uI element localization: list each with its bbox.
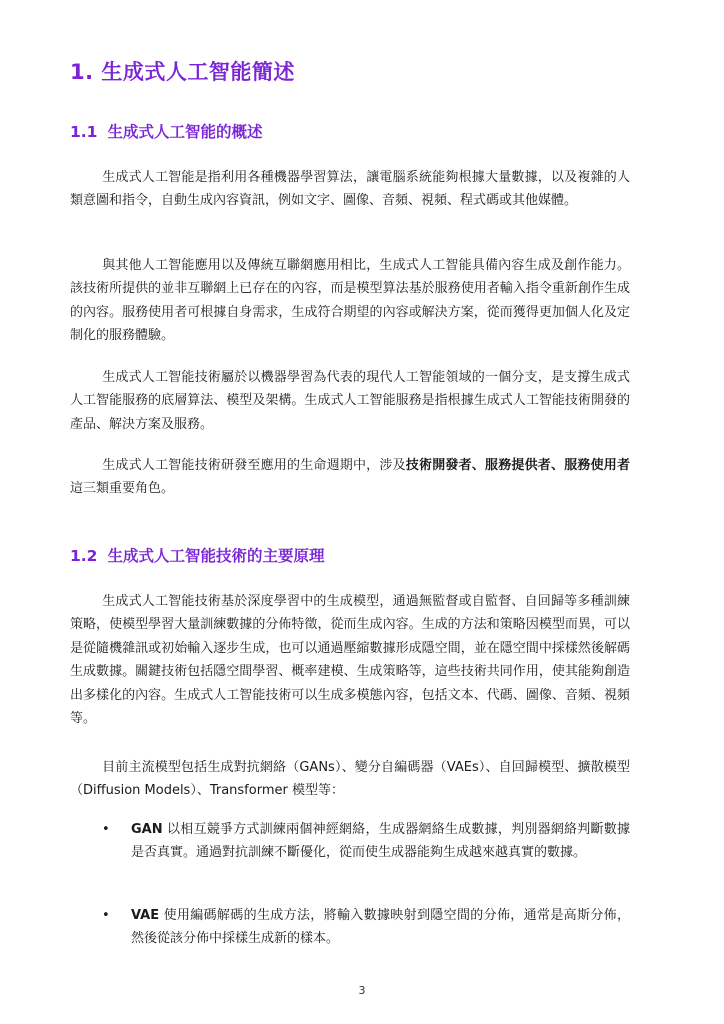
paragraph: 生成式人工智能技術基於深度學習中的生成模型，通過無監督或自監督、自回歸等多種訓練策略，使模型學習大量訓練數據的分佈特徵，從而生成內容。生成的方法和策略因模型而異，可以是從隨機雜訊或初始輸入逐步生成，也可以通過壓縮數據形成隱空間，並在隱空間中採樣然後解碼生成數據。關鍵技術包括隱空間學習、概率建模、生成策略等，這些技術共同作用，使其能夠創造出多樣化的內容。生成式人工智能技術可以生成多模態內容，包括文本、代碼、圖像、音頻、視頻等。 [70,594,630,727]
page-number: 3 [358,984,366,997]
list-item-term: GAN [131,822,163,837]
chapter-title: 生成式人工智能簡述 [101,60,295,84]
bullet-icon: • [102,822,110,837]
section-title: 生成式人工智能技術的主要原理 [107,547,325,565]
list-item-text: 以相互競爭方式訓練兩個神經網絡，生成器網絡生成數據，判別器網絡判斷數據是否真實。通過對抗訓練不斷優化，從而使生成器能夠生成越來越真實的數據。 [131,822,630,861]
chapter-heading [70,56,295,86]
paragraph: 與其他人工智能應用以及傳統互聯網應用相比，生成式人工智能具備內容生成及創作能力。該技術所提供的並非互聯網上已存在的內容，而是模型算法基於服務使用者輸入指令重新創作生成的內容。服務使用者可根據自身需求，生成符合期望的內容或解決方案，從而獲得更加個人化及定制化的服務體驗。 [70,258,630,344]
paragraph: 生成式人工智能技術屬於以機器學習為代表的現代人工智能領域的一個分支，是支撐生成式人工智能服務的底層算法、模型及架構。生成式人工智能服務是指根據生成式人工智能技術開發的產品、解決方案及服務。 [70,370,630,432]
list-item-term: VAE [131,908,160,923]
list-item [70,818,630,865]
bullet-icon: • [102,908,110,923]
section-number: 1.2 [70,547,98,565]
roles-emphasis: 技術開發者、服務提供者、服務使用者 [405,458,630,473]
section-title: 生成式人工智能的概述 [107,123,263,141]
section-heading-1-1 [70,120,262,142]
list-item [70,904,630,951]
list-item-text: 使用編碼解碼的生成方法，將輸入數據映射到隱空間的分佈，通常是高斯分佈，然後從該分佈中採樣生成新的樣本。 [131,908,630,947]
chapter-number: 1. [70,60,94,84]
section-number: 1.1 [70,123,98,141]
paragraph: 目前主流模型包括生成對抗網絡（GANs）、變分自編碼器（VAEs）、自回歸模型、擴散模型（Diffusion Models）、Transformer 模型等： [70,760,630,799]
paragraph: 生成式人工智能是指利用各種機器學習算法，讓電腦系統能夠根據大量數據，以及複雜的人類意圖和指令，自動生成內容資訊，例如文字、圖像、音頻、視頻、程式碼或其他媒體。 [70,170,630,209]
paragraph-roles: 生成式人工智能技術研發至應用的生命週期中，涉及技術開發者、服務提供者、服務使用者這三類重要角色。 [70,458,630,497]
section-heading-1-2 [70,544,324,566]
